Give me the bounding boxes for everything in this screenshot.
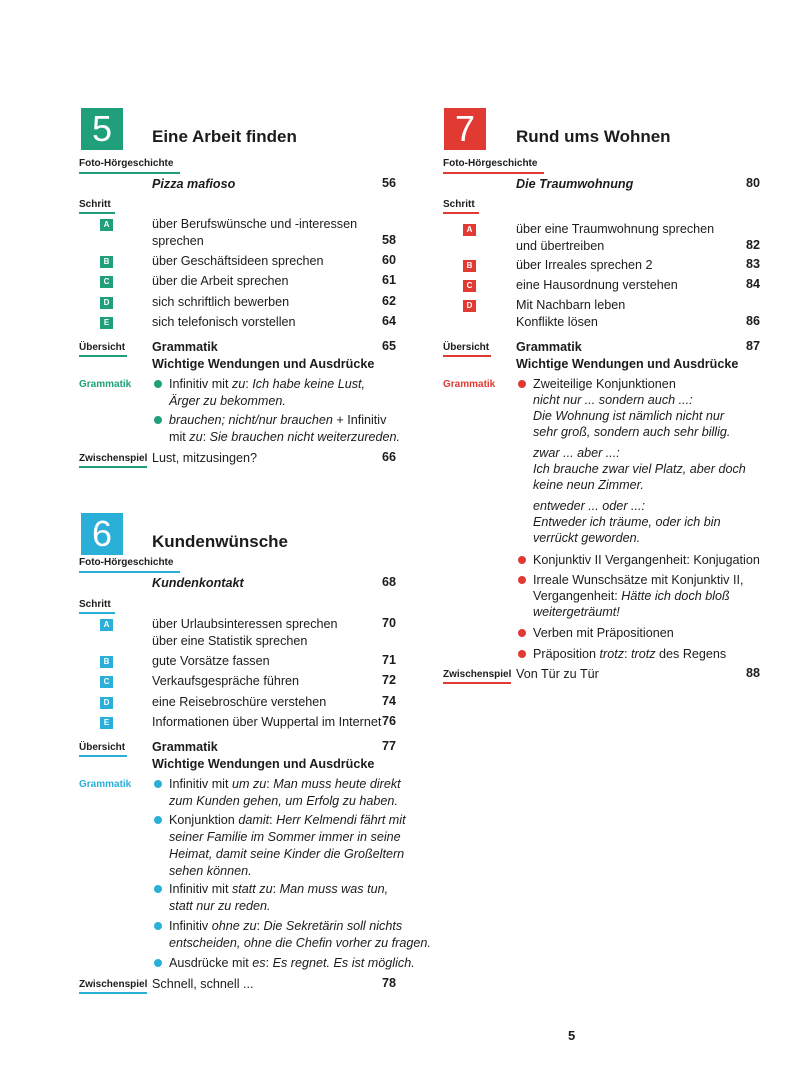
unit-6-number: 6 xyxy=(81,513,123,555)
u5-step-c-page: 61 xyxy=(381,273,396,287)
u6-step-a-badge: A xyxy=(100,619,113,631)
u6-gram-4-line-2: entscheiden, ohne die Chefin vorher zu fragen. xyxy=(169,936,431,950)
u7-gram-5-line-1: Präposition trotz: trotz des Regens xyxy=(533,647,727,661)
u5-foto-underline xyxy=(79,172,180,174)
u6-gram-2-line-1: Konjunktion damit: Herr Kelmendi fährt mit xyxy=(169,813,406,827)
u5-overview-page: 65 xyxy=(381,339,396,353)
u7-schritt-label: Schritt xyxy=(443,199,475,210)
u7-gram-1-line-5: zwar ... aber ...: xyxy=(533,446,620,460)
u7-gram-2-bullet xyxy=(518,556,526,564)
u5-story-page: 56 xyxy=(381,176,396,190)
u7-gram-1-bullet xyxy=(518,380,526,388)
u6-step-b-text[interactable]: gute Vorsätze fassen xyxy=(152,654,270,668)
unit-7-number: 7 xyxy=(444,108,486,150)
u7-gram-3-line-2: Vergangenheit: Hätte ich doch bloß xyxy=(533,589,730,603)
u5-overview-line-2[interactable]: Wichtige Wendungen und Ausdrücke xyxy=(152,357,375,371)
u5-schritt-label: Schritt xyxy=(79,199,111,210)
u5-step-a-text-1[interactable]: über Berufswünsche und -interessen xyxy=(152,217,358,231)
u5-gram-2-line-1: brauchen; nicht/nur brauchen + Infinitiv xyxy=(169,413,387,427)
u7-gram-2-line-1: Konjunktiv II Vergangenheit: Konjugation xyxy=(533,553,760,567)
u6-overview-page: 77 xyxy=(381,739,396,753)
page-number: 5 xyxy=(568,1028,576,1043)
u7-uebersicht-label: Übersicht xyxy=(443,342,490,353)
u6-gram-3-line-2: statt nur zu reden. xyxy=(169,899,271,913)
u6-uebersicht-label: Übersicht xyxy=(79,742,126,753)
u7-zwischenspiel-underline xyxy=(443,682,511,684)
u7-gram-1-line-1: Zweiteilige Konjunktionen xyxy=(533,377,676,391)
u6-step-a-text-2[interactable]: über eine Statistik sprechen xyxy=(152,634,308,648)
u7-step-c-text[interactable]: eine Hausordnung verstehen xyxy=(516,278,678,292)
u6-step-e-page: 76 xyxy=(381,714,396,728)
u6-overview-line-1[interactable]: Grammatik xyxy=(152,740,218,754)
u6-step-c-badge: C xyxy=(100,676,113,688)
u7-step-d-text-2[interactable]: Konflikte lösen xyxy=(516,315,598,329)
u7-gram-1-line-2: nicht nur ... sondern auch ...: xyxy=(533,393,693,407)
u6-gram-3-bullet xyxy=(154,885,162,893)
u7-uebersicht-underline xyxy=(443,355,491,357)
u7-schritt-underline xyxy=(443,212,479,214)
u6-foto-underline xyxy=(79,571,180,573)
u7-step-b-page: 83 xyxy=(745,257,760,271)
u5-step-c-text[interactable]: über die Arbeit sprechen xyxy=(152,274,289,288)
u7-grammatik-label: Grammatik xyxy=(443,379,496,390)
u6-schritt-label: Schritt xyxy=(79,599,111,610)
u7-gram-3-bullet xyxy=(518,576,526,584)
u7-step-a-badge: A xyxy=(463,224,476,236)
unit-7-title: Rund ums Wohnen xyxy=(516,127,671,146)
u6-zwischenspiel-title[interactable]: Schnell, schnell ... xyxy=(152,977,254,991)
u7-step-a-text-2[interactable]: und übertreiben xyxy=(516,239,605,253)
u7-step-b-text[interactable]: über Irreales sprechen 2 xyxy=(516,258,653,272)
u7-gram-5-bullet xyxy=(518,650,526,658)
u5-step-b-text[interactable]: über Geschäftsideen sprechen xyxy=(152,254,324,268)
u7-gram-1-line-8: entweder ... oder ...: xyxy=(533,499,646,513)
u6-gram-2-line-4: sehen können. xyxy=(169,864,252,878)
u5-step-e-badge: E xyxy=(100,317,113,329)
u5-uebersicht-label: Übersicht xyxy=(79,342,126,353)
u6-gram-4-bullet xyxy=(154,922,162,930)
u7-foto-underline xyxy=(443,172,544,174)
u5-step-a-badge: A xyxy=(100,219,113,231)
unit-5-title: Eine Arbeit finden xyxy=(152,127,297,146)
u6-gram-2-line-3: Heimat, damit seine Kinder die Großeltern xyxy=(169,847,405,861)
u5-gram-2-bullet xyxy=(154,416,162,424)
u6-step-d-page: 74 xyxy=(381,694,396,708)
u7-overview-line-2[interactable]: Wichtige Wendungen und Ausdrücke xyxy=(516,357,739,371)
u7-step-a-text-1[interactable]: über eine Traumwohnung sprechen xyxy=(516,222,715,236)
u6-gram-3-line-1: Infinitiv mit statt zu: Man muss was tun, xyxy=(169,882,389,896)
u5-zwischenspiel-label: Zwischenspiel xyxy=(79,453,148,464)
u6-grammatik-label: Grammatik xyxy=(79,779,132,790)
u6-step-c-text[interactable]: Verkaufsgespräche führen xyxy=(152,674,300,688)
u5-overview-line-1[interactable]: Grammatik xyxy=(152,340,218,354)
u7-story-page: 80 xyxy=(745,176,760,190)
u5-step-b-page: 60 xyxy=(381,253,396,267)
u7-gram-1-line-9: Entweder ich träume, oder ich bin xyxy=(533,515,721,529)
u5-uebersicht-underline xyxy=(79,355,127,357)
u7-gram-4-bullet xyxy=(518,629,526,637)
u7-overview-page: 87 xyxy=(745,339,760,353)
u7-step-d-page: 86 xyxy=(745,314,760,328)
u5-gram-2-line-2: mit zu: Sie brauchen nicht weiterzureden. xyxy=(169,430,401,444)
u7-step-a-page: 82 xyxy=(745,238,760,252)
u5-step-c-badge: C xyxy=(100,276,113,288)
u5-zwischenspiel-underline xyxy=(79,466,147,468)
u5-zwischenspiel-page: 66 xyxy=(381,450,396,464)
u6-step-d-text[interactable]: eine Reisebroschüre verstehen xyxy=(152,695,327,709)
u6-step-b-page: 71 xyxy=(381,653,396,667)
u7-gram-1-line-10: verrückt geworden. xyxy=(533,531,641,545)
u6-schritt-underline xyxy=(79,612,115,614)
u7-step-b-badge: B xyxy=(463,260,476,272)
u5-step-a-text-2[interactable]: sprechen xyxy=(152,234,204,248)
u7-gram-3-line-3: weitergeträumt! xyxy=(533,605,620,619)
u6-uebersicht-underline xyxy=(79,755,127,757)
u7-gram-4-line-1: Verben mit Präpositionen xyxy=(533,626,674,640)
u7-gram-1-line-7: keine neun Zimmer. xyxy=(533,478,644,492)
u6-gram-1-line-2: zum Kunden gehen, um Erfolg zu haben. xyxy=(169,794,398,808)
u6-gram-5-line-1: Ausdrücke mit es: Es regnet. Es ist möglich. xyxy=(169,956,415,970)
u6-step-a-page: 70 xyxy=(381,616,396,630)
u6-gram-5-bullet xyxy=(154,959,162,967)
u7-step-c-page: 84 xyxy=(745,277,760,291)
u5-gram-1-line-1: Infinitiv mit zu: Ich habe keine Lust, xyxy=(169,377,366,391)
u5-zwischenspiel-title[interactable]: Lust, mitzusingen? xyxy=(152,451,258,465)
u6-story-page: 68 xyxy=(381,575,396,589)
u6-zwischenspiel-label: Zwischenspiel xyxy=(79,979,148,990)
u6-story-title[interactable]: Kundenkontakt xyxy=(152,576,244,590)
u5-step-e-page: 64 xyxy=(381,314,396,328)
u7-zwischenspiel-title[interactable]: Von Tür zu Tür xyxy=(516,667,599,681)
u6-step-d-badge: D xyxy=(100,697,113,709)
u5-step-b-badge: B xyxy=(100,256,113,268)
u5-step-d-badge: D xyxy=(100,297,113,309)
u6-foto-label: Foto-Hörgeschichte xyxy=(79,557,174,568)
unit-6-title: Kundenwünsche xyxy=(152,532,289,551)
u7-zwischenspiel-label: Zwischenspiel xyxy=(443,669,512,680)
u7-step-d-badge: D xyxy=(463,300,476,312)
u5-step-a-page: 58 xyxy=(381,233,396,247)
u5-gram-1-line-2: Ärger zu bekommen. xyxy=(169,394,286,408)
u6-gram-1-bullet xyxy=(154,780,162,788)
u7-step-c-badge: C xyxy=(463,280,476,292)
u5-step-d-page: 62 xyxy=(381,294,396,308)
u7-gram-1-line-4: sehr groß, sondern auch sehr billig. xyxy=(533,425,731,439)
u6-gram-2-line-2: seiner Familie im Sommer immer in seine xyxy=(169,830,401,844)
u5-gram-1-bullet xyxy=(154,380,162,388)
u5-step-d-text[interactable]: sich schriftlich bewerben xyxy=(152,295,290,309)
u6-gram-4-line-1: Infinitiv ohne zu: Die Sekretärin soll nichts xyxy=(169,919,403,933)
u6-step-c-page: 72 xyxy=(381,673,396,687)
u7-gram-1-line-6: Ich brauche zwar viel Platz, aber doch xyxy=(533,462,746,476)
u6-gram-2-bullet xyxy=(154,816,162,824)
u7-gram-3-line-1: Irreale Wunschsätze mit Konjunktiv II, xyxy=(533,573,744,587)
u5-story-title[interactable]: Pizza mafioso xyxy=(152,177,236,191)
u6-zwischenspiel-underline xyxy=(79,992,147,994)
u7-gram-1-line-3: Die Wohnung ist nämlich nicht nur xyxy=(533,409,725,423)
u7-overview-line-1[interactable]: Grammatik xyxy=(516,340,582,354)
u7-foto-label: Foto-Hörgeschichte xyxy=(443,158,538,169)
u6-step-e-text[interactable]: Informationen über Wuppertal im Internet xyxy=(152,715,382,729)
u6-gram-1-line-1: Infinitiv mit um zu: Man muss heute direkt xyxy=(169,777,401,791)
u5-grammatik-label: Grammatik xyxy=(79,379,132,390)
u5-step-e-text[interactable]: sich telefonisch vorstellen xyxy=(152,315,296,329)
u6-step-e-badge: E xyxy=(100,717,113,729)
u6-step-b-badge: B xyxy=(100,656,113,668)
u5-foto-label: Foto-Hörgeschichte xyxy=(79,158,174,169)
u6-overview-line-2[interactable]: Wichtige Wendungen und Ausdrücke xyxy=(152,757,375,771)
u5-schritt-underline xyxy=(79,212,115,214)
u6-zwischenspiel-page: 78 xyxy=(381,976,396,990)
u7-zwischenspiel-page: 88 xyxy=(745,666,760,680)
u7-step-d-text-1[interactable]: Mit Nachbarn leben xyxy=(516,298,626,312)
u7-story-title[interactable]: Die Traumwohnung xyxy=(516,177,634,191)
unit-5-number: 5 xyxy=(81,108,123,150)
u6-step-a-text-1[interactable]: über Urlaubsinteressen sprechen xyxy=(152,617,338,631)
